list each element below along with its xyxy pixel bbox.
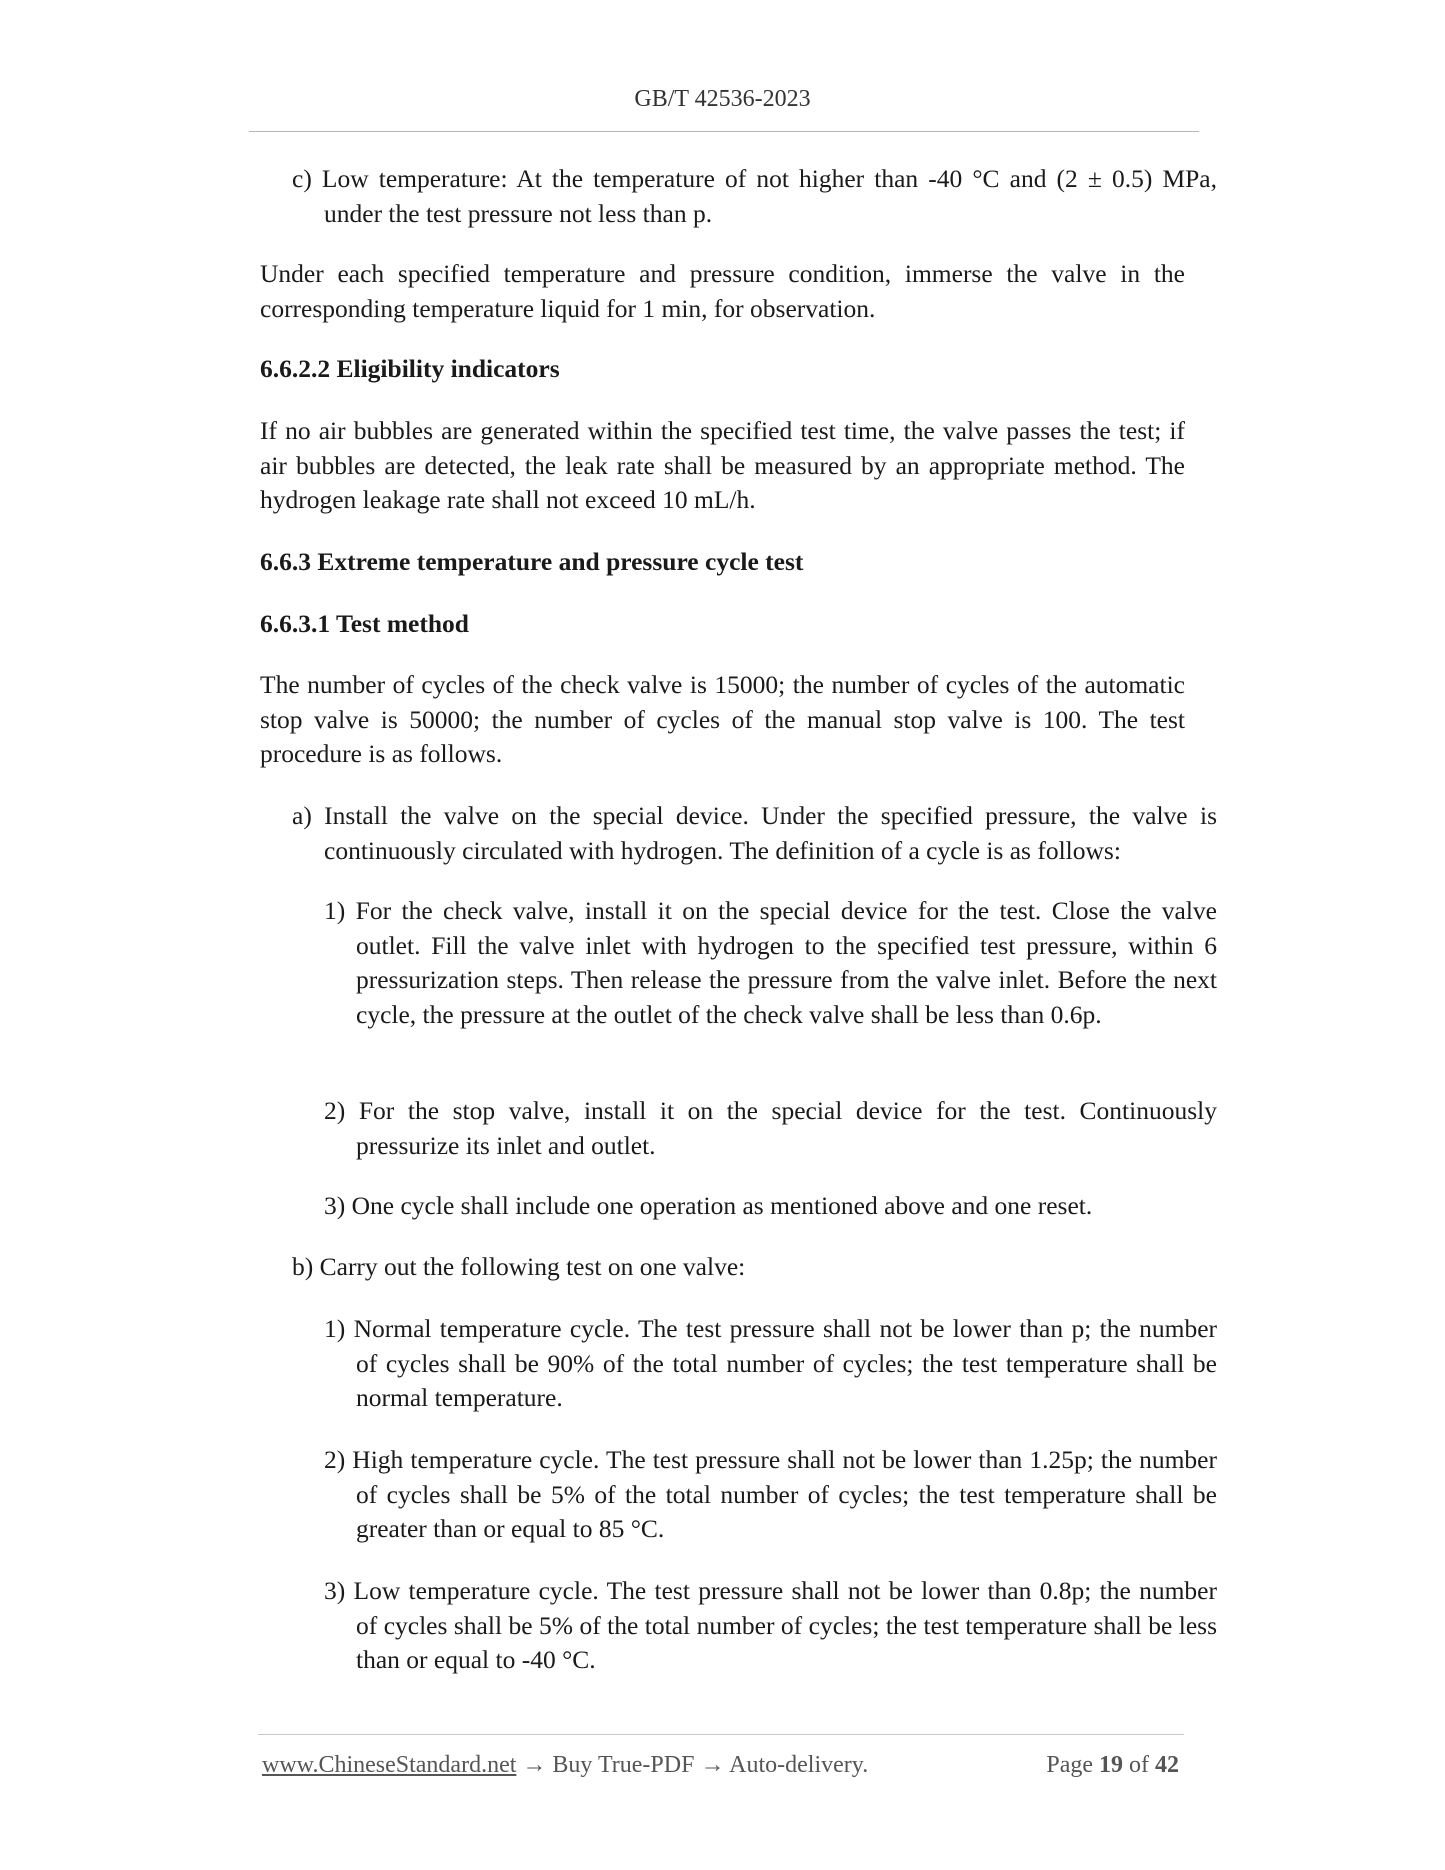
footer-buy-text: Buy True-PDF: [552, 1752, 695, 1778]
footer-delivery-text: Auto-delivery.: [729, 1752, 869, 1778]
heading-6-6-2-2: 6.6.2.2 Eligibility indicators: [260, 354, 560, 383]
page-indicator: [1046, 1752, 1179, 1779]
heading-6-6-3: 6.6.3 Extreme temperature and pressure cycle test: [260, 547, 804, 576]
header-doc-id: GB/T 42536-2023: [634, 86, 811, 112]
page-word: Page: [1046, 1752, 1093, 1778]
page-total: 42: [1155, 1752, 1179, 1778]
item-b2-high: 2) High temperature cycle. The test pressure shall not be lower than 1.25p; the number of cycles shall be 5% of the total number of cycles; the test temperature shall be greater than or equal to 85 °C.: [324, 1445, 1217, 1543]
footer-site-link[interactable]: www.ChineseStandard.net: [262, 1752, 517, 1778]
item-b-carry-out: b) Carry out the following test on one valve:: [292, 1252, 746, 1281]
item-b1-normal: 1) Normal temperature cycle. The test pressure shall not be lower than p; the number of cycles shall be 90% of the total number of cycles; the test temperature shall be normal temperature.: [324, 1314, 1217, 1412]
paragraph-cycles-intro: The number of cycles of the check valve is 15000; the number of cycles of the automatic stop valve is 50000; the number of cycles of the manual stop valve is 100. The test procedure is as follows.: [260, 670, 1185, 768]
page-number: 19: [1099, 1752, 1123, 1778]
footer-links: [262, 1752, 868, 1779]
arrow-icon: →: [700, 1752, 725, 1778]
paragraph-immerse: Under each specified temperature and pressure condition, immerse the valve in the corresponding temperature liquid for 1 min, for observation.: [260, 259, 1185, 323]
header-divider: [249, 131, 1199, 132]
heading-6-6-3-1: 6.6.3.1 Test method: [260, 609, 469, 638]
item-b3-low: 3) Low temperature cycle. The test pressure shall not be lower than 0.8p; the number of cycles shall be 5% of the total number of cycles; the test temperature shall be less than or equal to -40 °C.: [324, 1576, 1217, 1674]
footer-divider: [258, 1734, 1184, 1735]
item-c-low-temperature: c) Low temperature: At the temperature of not higher than -40 °C and (2 ± 0.5) MPa, under the test pressure not less than p.: [292, 164, 1217, 228]
arrow-icon: →: [522, 1752, 547, 1778]
of-word: of: [1129, 1752, 1149, 1778]
item-a1-check-valve: 1) For the check valve, install it on the special device for the test. Close the valve outlet. Fill the valve inlet with hydrogen to the specified test pressure, within 6 pressurization steps. Then release the pressure from the valve inlet. Before the next cycle, the pressure at the outlet of the check valve shall be less than 0.6p.: [324, 896, 1217, 1029]
paragraph-eligibility: If no air bubbles are generated within the specified test time, the valve passes the test; if air bubbles are detected, the leak rate shall be measured by an appropriate method. The hydrogen leakage rate shall not exceed 10 mL/h.: [260, 416, 1185, 514]
item-a-install: a) Install the valve on the special device. Under the specified pressure, the valve is continuously circulated with hydrogen. The definition of a cycle is as follows:: [292, 801, 1217, 865]
item-a2-stop-valve: 2) For the stop valve, install it on the special device for the test. Continuously pressurize its inlet and outlet.: [324, 1096, 1217, 1160]
item-a3-cycle: 3) One cycle shall include one operation as mentioned above and one reset.: [324, 1191, 1093, 1220]
